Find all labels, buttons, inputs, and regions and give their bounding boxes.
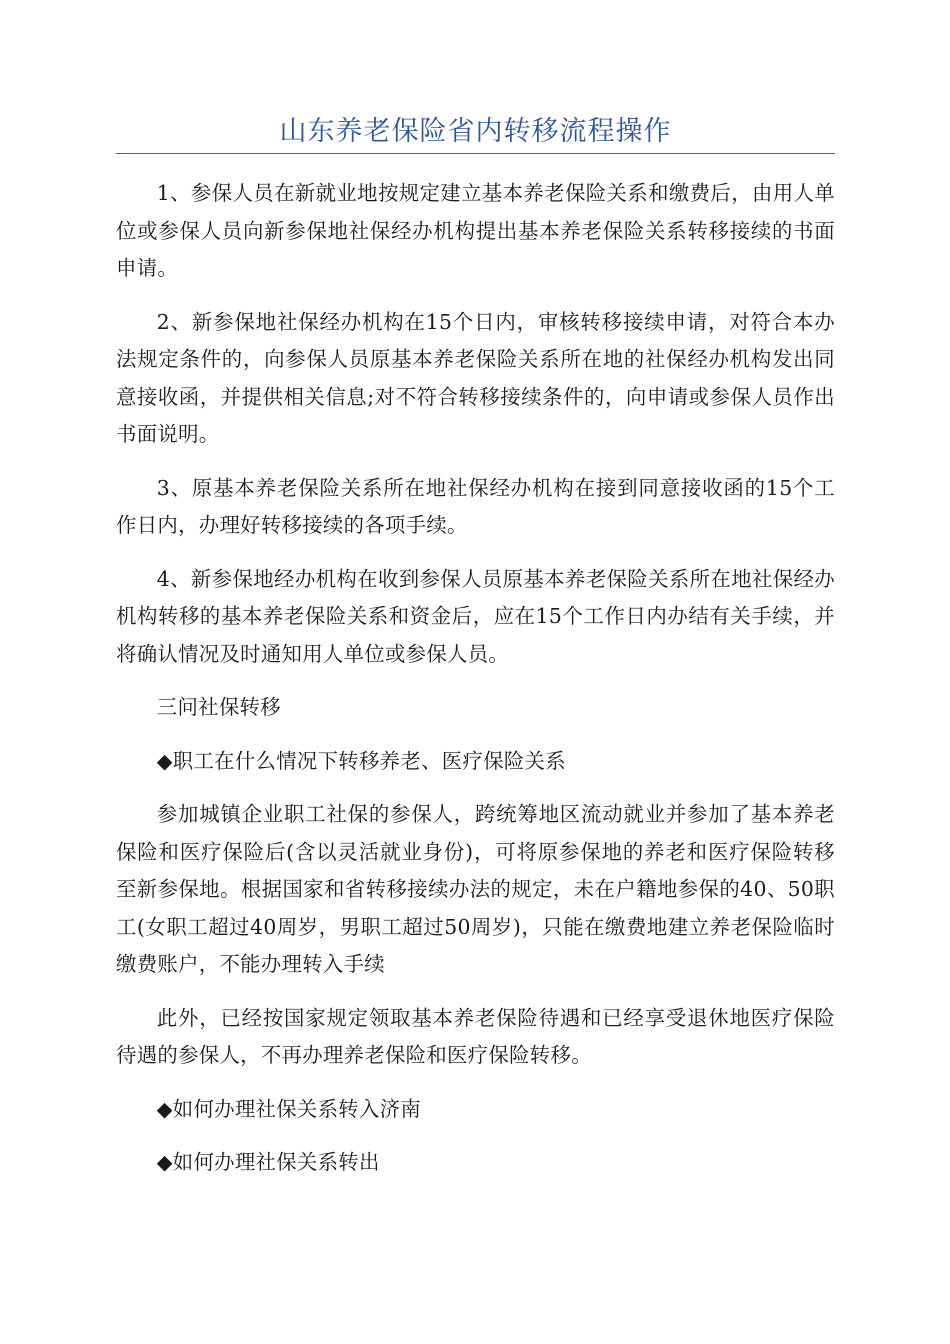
- paragraph-step-3: 3、原基本养老保险关系所在地社保经办机构在接到同意接收函的15个工作日内，办理好转移接续的各项手续。: [116, 475, 835, 537]
- answer-paragraph-1: 参加城镇企业职工社保的参保人，跨统筹地区流动就业并参加了基本养老保险和医疗保险后(含以灵活就业身份)，可将原参保地的养老和医疗保险转移至新参保地。根据国家和省转移接续办法的规定，未在户籍地参保的40、50职工(女职工超过40周岁，男职工超过50周岁)，只能在缴费地建立养老保险临时缴费账户，不能办理转入手续: [116, 802, 835, 976]
- question-2: ◆如何办理社保关系转入济南: [156, 1096, 422, 1121]
- paragraph-step-2: 2、新参保地社保经办机构在15个日内，审核转移接续申请，对符合本办法规定条件的，向参保人员原基本养老保险关系所在地的社保经办机构发出同意接收函，并提供相关信息;对不符合转移接续条件的，向申请或参保人员作出书面说明。: [116, 309, 835, 446]
- question-1: ◆职工在什么情况下转移养老、医疗保险关系: [156, 748, 566, 773]
- paragraph-step-4: 4、新参保地经办机构在收到参保人员原基本养老保险关系所在地社保经办机构转移的基本养老保险关系和资金后，应在15个工作日内办结有关手续，并将确认情况及时通知用人单位或参保人员。: [116, 566, 835, 666]
- document-title: 山东养老保险省内转移流程操作: [279, 116, 672, 147]
- question-3: ◆如何办理社保关系转出: [156, 1150, 380, 1174]
- section-heading: 三问社保转移: [156, 695, 281, 719]
- paragraph-step-1: 1、参保人员在新就业地按规定建立基本养老保险关系和缴费后，由用人单位或参保人员向新参保地社保经办机构提出基本养老保险关系转移接续的书面申请。: [116, 181, 835, 280]
- document-body: [116, 175, 835, 1198]
- answer-paragraph-2: 此外，已经按国家规定领取基本养老保险待遇和已经享受退休地医疗保险待遇的参保人，不再办理养老保险和医疗保险转移。: [116, 1005, 835, 1067]
- title-underline: [116, 153, 835, 154]
